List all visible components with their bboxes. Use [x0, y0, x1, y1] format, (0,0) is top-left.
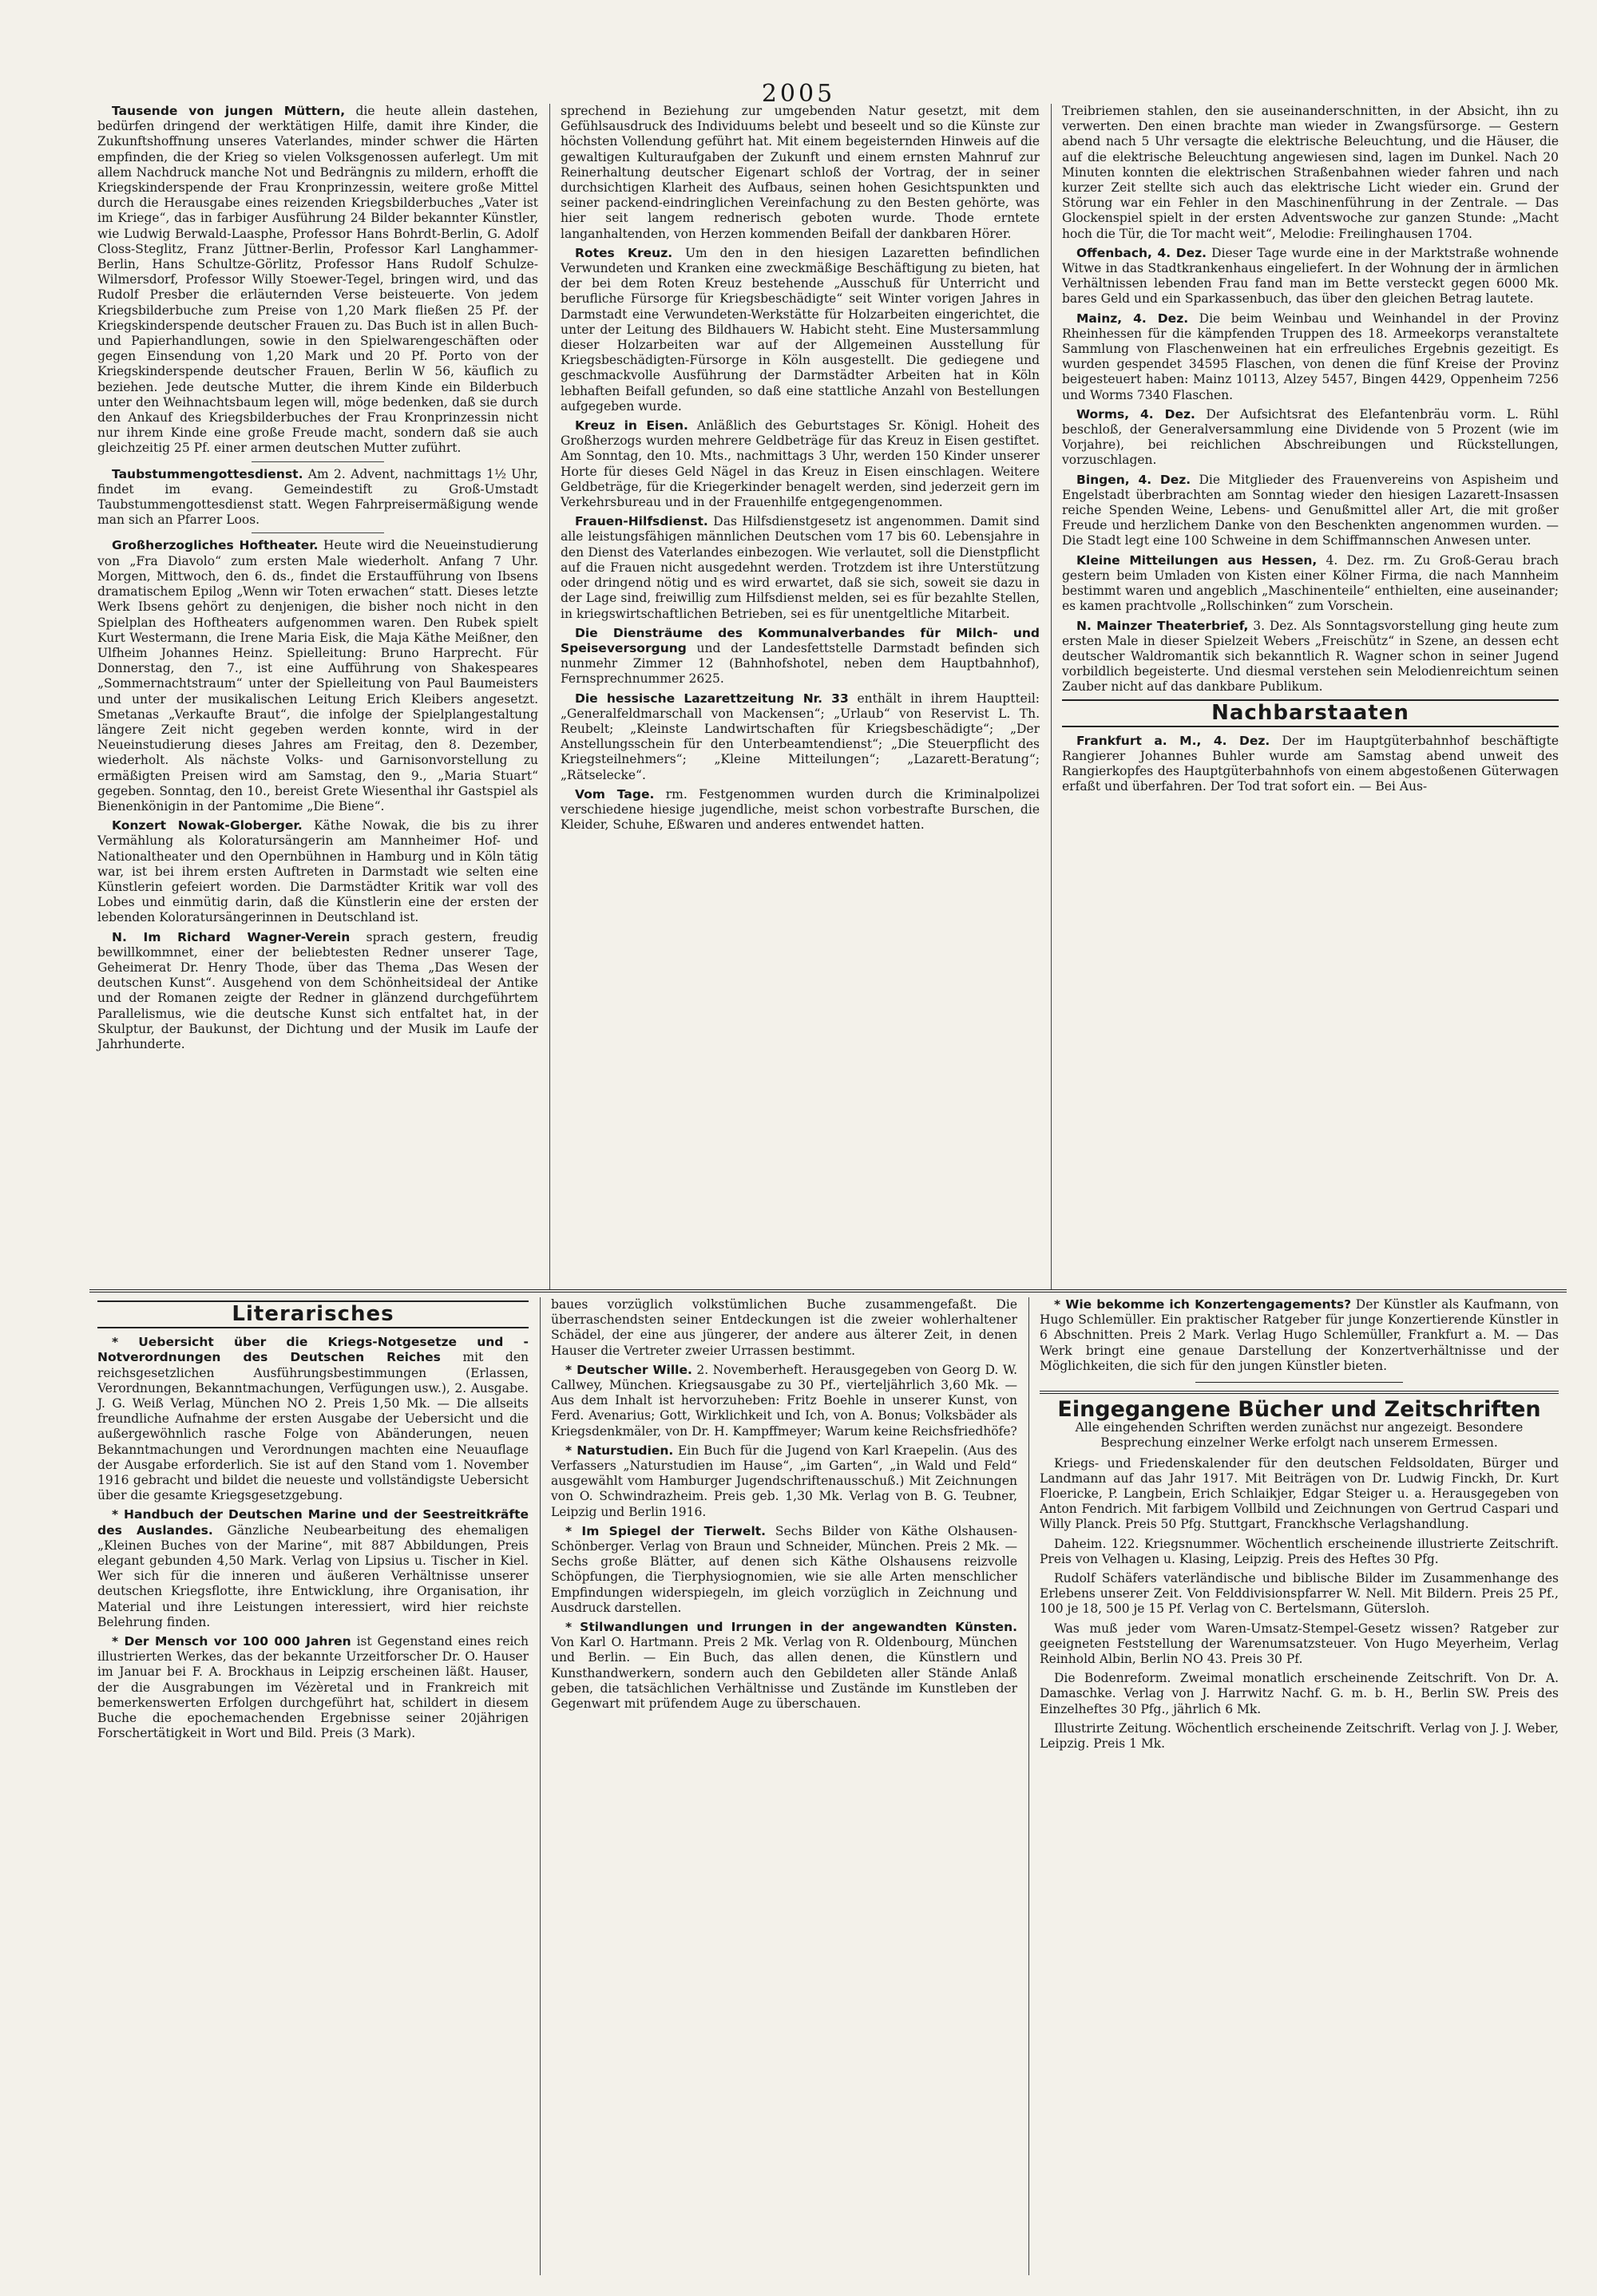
top-column-3	[1054, 104, 1567, 1289]
article	[97, 930, 538, 1053]
article-text: Der im Hauptgüterbahnhof beschäftigte Rangierer Johannes Buhler wurde am Samstag abend unweit des Rangierkopfes des Hauptgüterbahnhofs von einem abgestoßenen Güterwagen erfaßt und überfahren. Der Tod trat sofort ein. — Bei Aus-	[1062, 733, 1559, 794]
article	[97, 538, 538, 814]
eingegangene-subline: Alle eingehenden Schriften werden zunächst nur angezeigt. Besondere Besprechung einzelner Werke erfolgt nach unserem Ermessen.	[1075, 1420, 1524, 1451]
article-text: sprechend in Beziehung zur umgebenden Natur gesetzt, mit dem Gefühlsausdruck des Individuums belebt und beseelt und so die Künste zur höchsten Vollendung geführt hat. Mit einem begeisternden Hinweis auf die gewaltigen Kulturaufgaben der Zukunft und einem ernsten Mahnruf zur Reinerhaltung deutscher Eigenart schloß der Vortrag, der in seiner durchsichtigen Klarheit des Aufbaus, seinen hohen Gesichtspunkten und seiner packend-eindringlichen Vereinfachung zu den Besten gehörte, was hier seit langem rednerisch geboten wurde. Thode erntete langanhaltenden, von Herzen kommenden Beifall der dankbaren Hörer.	[561, 104, 1040, 241]
article-text: Das Hilfsdienstgesetz ist angenommen. Damit sind alle leistungsfähigen männlichen Deutschen vom 17 bis 60. Lebensjahre in den Dienst des Vaterlandes einbezogen. Wie verlautet, soll die Dienstpflicht auf die Frauen nicht ausgedehnt werden. Trotzdem ist ihre Unterstützung oder dringend nötig und es wird erwartet, daß sie sich, soweit sie dazu in der Lage sind, freiwillig zum Hilfsdienst melden, sei es für bezahlte Stellen, in kriegswirtschaftlichen Betrieben, sei es für unentgeltliche Mitarbeit.	[561, 514, 1040, 621]
article-text: Dieser Tage wurde eine in der Marktstraße wohnende Witwe in das Stadtkrankenhaus eingeliefert. In der Wohnung der in ärmlichen Verhältnissen lebenden Frau fand man im Bette versteckt gegen 6000 Mk. bares Geld und ein Sparkassenbuch, das über den gleichen Betrag lautete.	[1062, 245, 1559, 307]
article-heading: Frauen-Hilfsdienst.	[575, 514, 708, 529]
article-heading: Rotes Kreuz.	[575, 245, 673, 260]
article-heading: Konzert Nowak-Globerger.	[112, 818, 303, 833]
article-text: Treibriemen stahlen, den sie auseinanderschnitten, in der Absicht, ihn zu verwerten. Den einen brachte man wieder in Zwangsfürsorge. — Gestern abend nach 5 Uhr versagte die elektrische Beleuchtung, und die Häuser, die auf die elektrische Beleuchtung angewiesen sind, lagen im Dunkel. Nach 20 Minuten konnten die elektrischen Straßenbahnen wieder fahren und nach kurzer Zeit stellte sich auch das elektrische Licht wieder ein. Grund der Störung war ein Fehler in den Maschinenführung in der Zentrale. — Das Glockenspiel spielt in der ersten Adventswoche zur ganzen Stunde: „Macht hoch die Tür, die Tor macht weit“, Melodie: Freilinghausen 1704.	[1062, 104, 1559, 241]
separator	[252, 532, 384, 533]
column-divider	[540, 1297, 541, 2275]
article	[561, 787, 1040, 833]
article-text: Der Künstler als Kaufmann, von Hugo Schlemüller. Ein praktischer Ratgeber für junge Konzertierende Künstler in 6 Abschnitten. Preis 2 Mark. Verlag Hugo Schlemüller, Frankfurt a. M. — Das Werk bringt eine genaue Darstellung der Konzertverhältnisse und der Möglichkeiten, die sich für den jungen Künstler bieten.	[1040, 1297, 1559, 1373]
list-item: Kriegs- und Friedenskalender für den deutschen Feldsoldaten, Bürger und Landmann auf das Jahr 1917. Mit Beiträgen von Dr. Ludwig Finckh, Dr. Kurt Floericke, P. Langbein, Erich Schlaikjer, Edgar Steiger u. a. Herausgegeben von Anton Fendrich. Mit farbigem Vollbild und Zeichnungen von Gertrud Caspari und Willy Planck. Preis 50 Pfg. Stuttgart, Franckhsche Verlagshandlung.	[1040, 1455, 1559, 1532]
article-heading: Offenbach, 4. Dez.	[1076, 245, 1207, 260]
article	[561, 514, 1040, 621]
article-heading: * Uebersicht über die Kriegs-Notgesetze und -Notverordnungen des Deutschen Reiches	[97, 1335, 529, 1365]
article	[97, 1634, 529, 1741]
article-heading: Bingen, 4. Dez.	[1076, 472, 1191, 487]
nachbarstaaten-heading: Nachbarstaaten	[1062, 699, 1559, 727]
article-text: Die Mitglieder des Frauenvereins von Aspisheim und Engelstadt überbrachten am Sonntag wieder den hiesigen Lazarett-Insassen reiche Spenden Weine, Lebens- und Genußmittel aller Art, die mit großer Freude und herzlichem Danke von den Beschenkten angenommen wurden. — Die Stadt legt eine 100 Schweine in dem Schiffmannschen Anwesen unter.	[1062, 472, 1559, 548]
article	[97, 1335, 529, 1503]
page-number: 2005	[761, 80, 836, 108]
article-text: Um den in den hiesigen Lazaretten befindlichen Verwundeten und Kranken eine zweckmäßige Beschäftigung zu bieten, hat der bei dem Roten Kreuz bestehende „Ausschuß für Unterricht und berufliche Fürsorge für Kriegsbeschädigte“ seit Winter vorigen Jahres in Darmstadt eine Verwundeten-Werkstätte für Holzarbeiten eingerichtet, die unter der Leitung des Bildhauers W. Habicht steht. Eine Mustersammlung dieser Holzarbeiten war auf der Allgemeinen Ausstellung für Kriegsbeschädigten-Fürsorge in Köln ausgestellt. Die gediegene und geschmackvolle Ausführung der Darmstädter Arbeiten hat in Köln lebhaften Beifall gefunden, so daß eine stattliche Anzahl von Bestellungen aufgegeben wurde.	[561, 245, 1040, 414]
article-heading: * Wie bekomme ich Konzertengagements?	[1054, 1297, 1352, 1312]
article-heading: * Der Mensch vor 100 000 Jahren	[112, 1634, 351, 1649]
list-item: Die Bodenreform. Zweimal monatlich erscheinende Zeitschrift. Von Dr. A. Damaschke. Verlag von J. Harrwitz Nachf. G. m. b. H., Berlin SW. Preis des Einzelheftes 30 Pfg., jährlich 6 Mk.	[1040, 1671, 1559, 1716]
article-heading: Die Diensträume des Kommunalverbandes für Milch- und Speiseversorgung	[561, 625, 1040, 655]
article-text: baues vorzüglich volkstümlichen Buche zusammengefaßt. Die überraschendsten seiner Entdeckungen ist die zweier wohlerhaltener Schädel, der eine aus jüngerer, der andere aus älterer Zeit, in denen Hauser die Vertreter zweier Urrassen bestimmt.	[551, 1297, 1017, 1358]
article-text: rm. Festgenommen wurden durch die Kriminalpolizei verschiedene hiesige jugendliche, meist schon vorbestrafte Burschen, die Kleider, Schuhe, Eßwaren und anderes entwendet hatten.	[561, 786, 1040, 833]
article	[97, 1507, 529, 1630]
article-text: Gänzliche Neubearbeitung des ehemaligen „Kleinen Buches von der Marine“, mit 887 Abbildungen, Preis elegant gebunden 4,50 Mark. Verlag von Lipsius u. Tischer in Kiel. Wer sich für die inneren und äußeren Verhältnisse unserer deutschen Kriegsflotte, ihre Entwicklung, ihre Organisation, ihr Material und ihre Leistungen interessiert, wird hier reichste Belehrung finden.	[97, 1522, 529, 1629]
bottom-column-1	[89, 1297, 537, 2275]
article	[1040, 1297, 1559, 1374]
article-text: Heute wird die Neueinstudierung von „Fra Diavolo“ zum ersten Male wiederholt. Anfang 7 Uhr. Morgen, Mittwoch, den 6. ds., findet die Erstaufführung von Ibsens dramatischem Epilog „Wenn wir Toten erwachen“ statt. Dieses letzte Werk Ibsens gehört zu denjenigen, die bisher noch nicht in den Spielplan des Hoftheaters aufgenommen waren. Den Rubek spielt Kurt Westermann, die Irene Maria Eisk, die Maja Käthe Meißner, den Ulfheim Johannes Heinz. Spielleitung: Bruno Harprecht. Für Donnerstag, den 7., ist eine Aufführung von Shakespeares „Sommernachtstraum“ unter der Spielleitung von Paul Baumeisters und unter der musikalischen Leitung Erich Kleibers angesetzt. Smetanas „Verkaufte Braut“, die infolge der Spielplangestaltung längere Zeit nicht gegeben werden konnte, wird in der Neueinstudierung dieses Jahres am Freitag, den 8. Dezember, wiederholt. Als nächste Volks- und Garnisonvorstellung zu ermäßigten Preisen wird am Samstag, den 9., „Maria Stuart“ gegeben. Sonntag, den 10., bereist Grete Wiesenthal ihr Gastspiel als Bienenkönigin in der Pantomime „Die Biene“.	[97, 538, 538, 813]
column-divider	[1051, 104, 1052, 1289]
separator	[1195, 1382, 1403, 1383]
article	[1062, 734, 1559, 795]
article-heading: Kleine Mitteilungen aus Hessen,	[1076, 552, 1318, 568]
article	[1062, 246, 1559, 307]
article-heading: Vom Tage.	[575, 786, 655, 802]
article-heading: * Handbuch der Deutschen Marine und der Seestreitkräfte des Auslandes.	[97, 1507, 529, 1538]
article-text: sprach gestern, freudig bewillkommnet, einer der beliebtesten Redner unserer Tage, Geheimerat Dr. Henry Thode, über das Thema „Das Wesen der deutschen Kunst“. Ausgehend von dem Schönheitsideal der Antike und der Romanen zeigte der Redner in glänzend durchgeführtem Parallelismus, wie die deutsche Kunst sich entfaltet hat, in der Skulptur, der Baukunst, der Dichtung und der Musik im Laufe der Jahrhunderte.	[97, 929, 538, 1051]
article-text: Ein Buch für die Jugend von Karl Kraepelin. (Aus des Verfassers „Naturstudien im Hause“, „im Garten“, „in Wald und Feld“ ausgewählt vom Hamburger Jugendschriftenausschuß.) Mit Zeichnungen von O. Schwindrazheim. Preis geb. 1,30 Mk. Verlag von B. G. Teubner, Leipzig und Berlin 1916.	[551, 1443, 1017, 1519]
article-text: 2. Novemberheft. Herausgegeben von Georg D. W. Callwey, München. Kriegsausgabe zu 30 Pf., vierteljährlich 3,60 Mk. — Aus dem Inhalt ist hervorzuheben: Fritz Boehle in unserer Kunst, von Ferd. Avenarius; Gott, Wirklichkeit und Ich, von A. Bonus; Volksbäder als Kriegsdenkmäler, von Dr. H. Kampffmeyer; Warum keine Reichsfriedhöfe?	[551, 1362, 1018, 1439]
article	[1062, 407, 1559, 469]
article-heading: Großherzogliches Hoftheater.	[112, 538, 319, 553]
article-text: Anläßlich des Geburtstages Sr. Königl. Hoheit des Großherzogs wurden mehrere Geldbeträge für das Kreuz in Eisen gestiftet. Am Sonntag, den 10. Mts., nachmittags 3 Uhr, werden 150 Kinder unserer Horte für dieses Geld Nägel in das Kreuz in Eisen einschlagen. Weitere Geldbeträge, für die Kriegerkinder benagelt werden, sind jederzeit gern im Verkehrsbureau und in der Frauenhilfe entgegengenommen.	[561, 418, 1040, 510]
article-heading: Tausende von jungen Müttern,	[112, 104, 346, 118]
article-text: mit den reichsgesetzlichen Ausführungsbestimmungen (Erlassen, Verordnungen, Bekanntmachungen, Verfügungen usw.), 2. Ausgabe. J. G. Weiß Verlag, München NO 2. Preis 1,50 Mk. — Die allseits freundliche Aufnahme der ersten Ausgabe der Uebersicht und die außergewöhnlich rasche Folge von Abänderungen, neuen Bekanntmachungen und Verordnungen machten eine Neuauflage der Ausgabe erforderlich. Sie ist auf den Stand vom 1. November 1916 gebracht und bildet die neueste und vollständigste Uebersicht über die gesamte Kriegsgesetzgebung.	[97, 1350, 529, 1503]
article-heading: N. Mainzer Theaterbrief,	[1076, 618, 1249, 633]
article-text: Von Karl O. Hartmann. Preis 2 Mk. Verlag von R. Oldenbourg, München und Berlin. — Ein Buch, das allen denen, die Künstlern und Kunsthandwerkern, sondern auch den Gebildeten aller Stände Anlaß geben, die tatsächlichen Verhältnisse und Zustände im Kunstleben der Gegenwart mit prüfendem Auge zu überschauen.	[551, 1635, 1017, 1712]
article-heading: * Im Spiegel der Tierwelt.	[565, 1523, 767, 1538]
article	[1062, 473, 1559, 549]
top-section	[89, 104, 1567, 1289]
list-item: Illustrirte Zeitung. Wöchentlich erscheinende Zeitschrift. Verlag von J. J. Weber, Leipzig. Preis 1 Mk.	[1040, 1720, 1559, 1752]
article-text: 4. Dez. rm. Zu Groß-Gerau brach gestern beim Umladen von Kisten einer Kölner Firma, die nach Mannheim bestimmt waren und angeblich „Maschinenteile“ enthielten, eine auseinander; es kamen prachtvolle „Rollschinken“ zum Vorschein.	[1062, 552, 1559, 614]
article-heading: Worms, 4. Dez.	[1076, 406, 1195, 422]
article-text: ist Gegenstand eines reich illustrierten Werkes, das der bekannte Urzeitforscher Dr. O. Hauser im Januar bei F. A. Brockhaus in Leipzig erscheinen läßt. Hauser, der die Ausgrabungen im Vézèretal und in Frankreich mit bemerkenswerten Erfolgen durchgeführt hat, schildert in diesem Buche die epochemachenden Ergebnisse seiner 20jährigen Forschertätigkeit in Wort und Bild. Preis (3 Mark).	[97, 1634, 529, 1741]
article	[97, 104, 538, 457]
article-heading: * Naturstudien.	[565, 1443, 674, 1458]
article-text: Sechs Bilder von Käthe Olshausen-Schönberger. Verlag von Braun und Schneider, München. Preis 2 Mk. — Sechs große Blätter, auf denen sich Käthe Olshausens reizvolle Schöpfungen, die Tierphysiognomien, wie sie alle Arten menschlicher Empfindungen widerspiegeln, im gleich vorzüglich in Zeichnung und Ausdruck darstellen.	[551, 1523, 1017, 1615]
separator	[252, 461, 384, 462]
bottom-column-2	[543, 1297, 1025, 2275]
article-heading: * Deutscher Wille.	[565, 1362, 692, 1377]
article-text: und der Landesfettstelle Darmstadt befinden sich nunmehr Zimmer 12 (Bahnhofshotel, neben dem Hauptbahnhof), Fernsprechnummer 2625.	[561, 640, 1040, 687]
bottom-section	[89, 1297, 1567, 2275]
article-heading: Frankfurt a. M., 4. Dez.	[1076, 733, 1270, 748]
article	[1062, 553, 1559, 615]
article-text: Am 2. Advent, nachmittags 1½ Uhr, findet im evang. Gemeindestift zu Groß-Umstadt Taubstummengottesdienst statt. Wegen Fahrpreisermäßigung wende man sich an Pfarrer Loos.	[97, 466, 538, 528]
article	[561, 246, 1040, 414]
article	[97, 818, 538, 925]
article-heading: Die hessische Lazarettzeitung Nr. 33	[575, 691, 849, 706]
article-heading: Taubstummengottesdienst.	[112, 466, 303, 481]
column-divider	[549, 104, 550, 1289]
column-divider	[1028, 1297, 1029, 2275]
list-item: Rudolf Schäfers vaterländische und biblische Bilder im Zusammenhange des Erlebens unserer Zeit. Von Felddivisionspfarrer W. Nell. Mit Bildern. Preis 25 Pf., 100 je 18, 500 je 15 Pf. Verlag von C. Bertelsmann, Gütersloh.	[1040, 1571, 1559, 1617]
bottom-column-3	[1032, 1297, 1567, 2275]
article	[551, 1620, 1017, 1712]
article-text: die heute allein dastehen, bedürfen dringend der werktätigen Hilfe, damit ihre Kinder, die Zukunftshoffnung unseres Vaterlandes, minder schwer die Härten empfinden, die der Krieg so vielen Volksgenossen auferlegt. Um mit allem Nachdruck manche Not und Bedrängnis zu mildern, erhofft die Kriegskinderspende der Frau Kronprinzessin, weitere große Mittel durch die Herausgabe eines reizenden Kriegsbilderbuches „Vater ist im Kriege“, das in farbiger Ausführung 24 Bilder bekannter Künstler, wie Ludwig Berwald-Laasphe, Professor Hans Bohrdt-Berlin, G. Adolf Closs-Steglitz, Franz Jüttner-Berlin, Professor Karl Langhammer-Berlin, Hans Schultze-Görlitz, Professor Hans Rudolf Schulze-Wilmersdorf, Professor Willy Stoewer-Tegel, bringen wird, und das Rudolf Presber die erläuternden Verse beisteuerte. Von jedem Kriegsbilderbuche zum Preise von 1,20 Mark fließen 25 Pf. der Kriegskinderspende deutscher Frauen zu. Das Buch ist in allen Buch- und Papierhandlungen, sowie in den Spielwarengeschäften oder gegen Einsendung von 1,20 Mark und 20 Pf. Porto von der Kriegskinderspende deutscher Frauen, Berlin W 56, käuflich zu beziehen. Jede deutsche Mutter, die ihrem Kinde ein Bilderbuch unter den Weihnachtsbaum legen will, möge bedenken, daß sie durch den Ankauf des Kriegsbilderbuches der Frau Kronprinzessin nicht nur ihrem Kinde eine große Freude macht, sondern daß sie auch gleichzeitig 25 Pf. einer armen deutschen Mutter zuführt.	[97, 104, 538, 456]
article	[561, 104, 1040, 242]
article	[561, 626, 1040, 687]
section-divider	[89, 1289, 1567, 1292]
article-heading: * Stilwandlungen und Irrungen in der angewandten Künsten.	[565, 1620, 1017, 1635]
article-heading: N. Im Richard Wagner-Verein	[112, 929, 351, 944]
article	[551, 1297, 1017, 1359]
literarisches-heading: Literarisches	[97, 1300, 529, 1328]
article-text: enthält in ihrem Hauptteil: „Generalfeldmarschall von Mackensen“; „Urlaub“ von Reservist L. Th. Reubelt; „Kleinste Landwirtschaften für Kriegsbeschädigte“; „Der Anstellungsschein für den Unterbeamtendienst“; „Die Steuerpflicht des Kriegsteilnehmers“; „Kleine Mitteilungen“; „Lazarett-Beratung“; „Rätselecke“.	[561, 691, 1040, 782]
top-column-2	[553, 104, 1048, 1289]
article	[97, 467, 538, 528]
separator	[1040, 1391, 1559, 1394]
list-item: Daheim. 122. Kriegsnummer. Wöchentlich erscheinende illustrierte Zeitschrift. Preis von Velhagen u. Klasing, Leipzig. Preis des Heftes 30 Pfg.	[1040, 1536, 1559, 1566]
article-text: Die beim Weinbau und Weinhandel in der Provinz Rheinhessen für die kämpfenden Truppen des 18. Armeekorps veranstaltete Sammlung von Flaschenweinen hat ein erfreuliches Ergebnis gezeitigt. Es wurden gespendet 34595 Flaschen, von denen die fünf Kreise der Provinz beigesteuert haben: Mainz 10113, Alzey 5457, Bingen 4429, Oppenheim 7256 und Worms 7340 Flaschen.	[1062, 311, 1559, 402]
article-heading: Mainz, 4. Dez.	[1076, 311, 1189, 326]
article-heading: Kreuz in Eisen.	[575, 418, 688, 433]
list-item: Was muß jeder vom Waren-Umsatz-Stempel-Gesetz wissen? Ratgeber zur geeigneten Feststellung der Warenumsatzsteuer. Von Hugo Meyerheim, Verlag Reinhold Albin, Berlin NO 43. Preis 30 Pf.	[1040, 1621, 1559, 1667]
top-column-1	[89, 104, 546, 1289]
article	[561, 418, 1040, 510]
article	[1062, 104, 1559, 242]
article	[551, 1524, 1017, 1616]
article-text: 3. Dez. Als Sonntagsvorstellung ging heute zum ersten Male in dieser Spielzeit Webers „Freischütz“ in Szene, an dessen echt deutscher Waldromantik sich bekanntlich R. Wagner schon in seiner Jugend vorbildlich begeisterte. Und diesmal verstehen sein Melodienreichtum seinen Zauber nicht auf das dankbare Publikum.	[1062, 618, 1559, 695]
article	[1062, 619, 1559, 695]
article-text: Der Aufsichtsrat des Elefantenbräu vorm. L. Rühl beschloß, der Generalversammlung eine Dividende von 5 Prozent (wie im Vorjahre), bei reichlichen Abschreibungen und Rückstellungen, vorzuschlagen.	[1062, 406, 1559, 468]
eingegangene-heading: Eingegangene Bücher und Zeitschriften	[1057, 1397, 1541, 1423]
article-text: Käthe Nowak, die bis zu ihrer Vermählung als Koloratursängerin am Mannheimer Hof- und Nationaltheater und den Opernbühnen in Hamburg und in Köln tätig war, ist bei ihrem ersten Auftreten in Darmstadt wie selten eine Künstlerin gefeiert worden. Die Darmstädter Kritik war voll des Lobes und einmütig darin, daß die Künstlerin eine der ersten der lebenden Koloratursängerinnen in Deutschland ist.	[97, 818, 538, 925]
article	[1062, 311, 1559, 403]
article	[551, 1363, 1017, 1439]
article	[551, 1443, 1017, 1520]
article	[561, 691, 1040, 783]
